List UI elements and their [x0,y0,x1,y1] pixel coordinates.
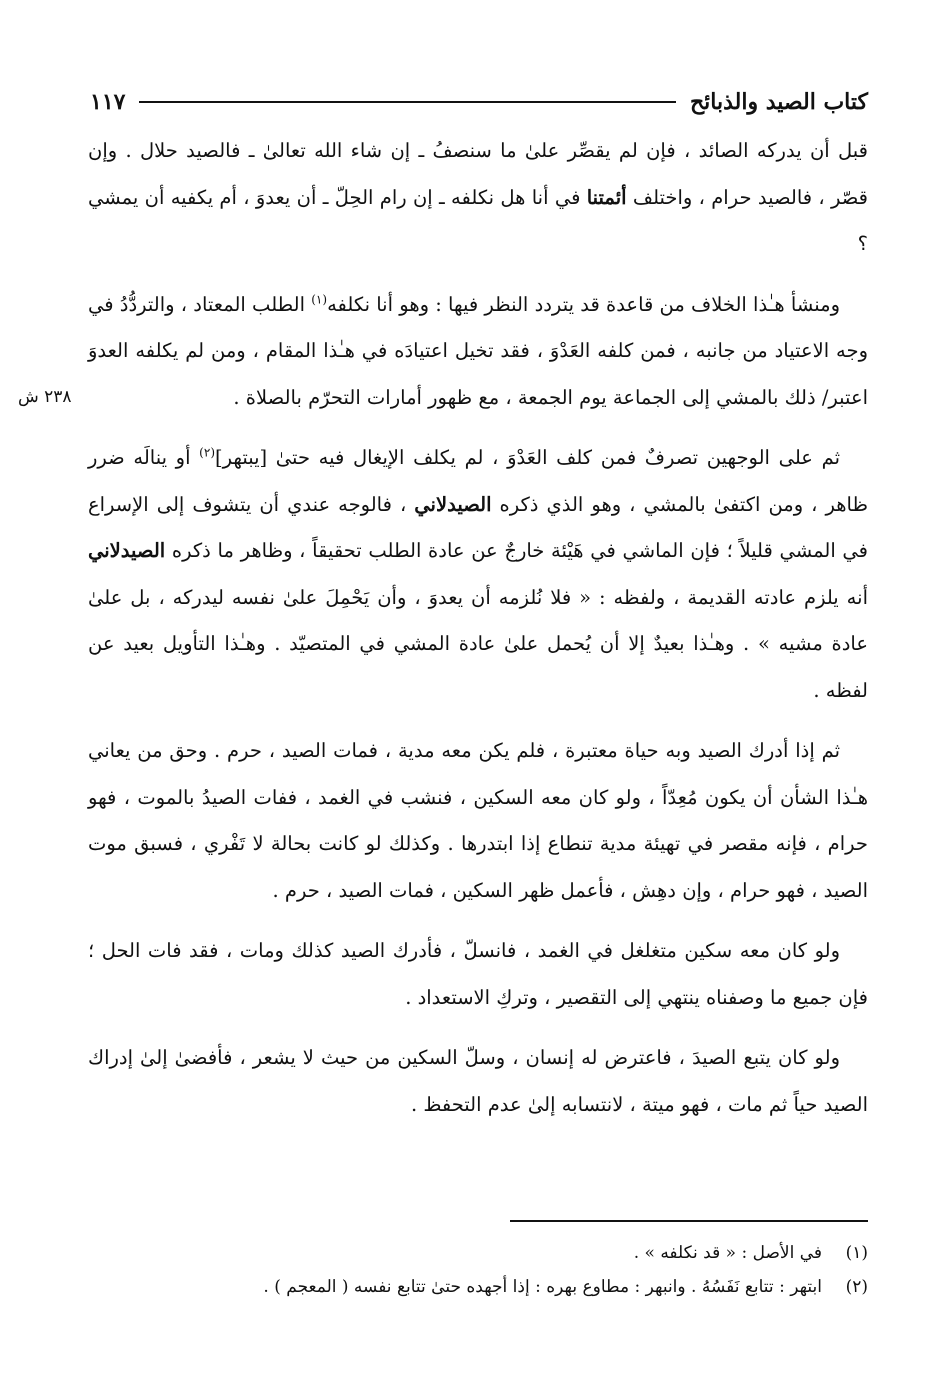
text-run: في أنا هل نكلفه ـ إن رام الحِلّ ـ أن يعدوَ ، أم يكفيه أن يمشي ؟ [88,185,868,255]
footnote-number: (٢) [845,1277,868,1297]
header-rule [139,101,675,103]
text-run: قبل أن يدركه الصائد ، فإن لم يقصِّر علىٰ ما سنصفُ ـ إن شاء الله تعالىٰ ـ فالصيد حلال . وإن قصّر ، فالصيد حرام ، واختلف [88,139,868,209]
text-run: ، فالوجه عندي أن يتشوف إلى الإسراع في المشي قليلاً ؛ فإن الماشي في هَيْئة خارجٌ عن عادة الطلب تحقيقاً ، وظاهر ما ذكره [88,492,868,562]
text-run: أنه يلزم عادته القديمة ، ولفظه : « فلا نُلزمه أن يعدوَ ، وأن يَحْمِلَ علىٰ نفسه ليدركه ، بل علىٰ عادة مشيه » . وهـٰذا بعيدٌ إلا أن يُحمل علىٰ عادة المشي في المتصيّد . وهـٰذا التأويل بعيد عن لفظه . [88,585,868,702]
paragraph-2 [88,282,868,422]
footnote-text: في الأصل : « قد نكلفه » . [633,1243,822,1263]
text-run: ثم على الوجهين تصرفٌ فمن كلف العَدْوَ ، لم يكلف الإيغال فيه حتىٰ [يبتهر] [215,446,840,469]
paragraph-6 [88,1035,868,1128]
footnote-1 [88,1236,868,1270]
text-run: ولو كان يتبع الصيدَ ، فاعترض له إنسان ، وسلّ السكين من حيث لا يشعر ، فأفضىٰ إلىٰ إدراك الصيد حياً ثم مات ، فهو ميتة ، لانتسابه إلىٰ عدم التحفظ . [88,1046,868,1116]
margin-note: ٢٣٨ ش [18,387,72,407]
page-number: ١١٧ [90,89,126,115]
paragraph-1 [88,128,868,268]
footnote-text: ابتهر : تتابع نَفَسُهُ . وانبهر : مطاوع بهره : إذا أجهده حتىٰ تتابع نفسه ( المعجم ) . [263,1277,822,1297]
running-header [90,86,868,118]
text-run: الطلب المعتاد ، والتردُّدُ في وجه الاعتياد من جانبه ، فمن كلفه العَدْوَ ، فقد تخيل اعتيادَه في هـٰذا المقام ، ومن لم يكلفه العدوَ اعتبر/ ذلك بالمشي إلى الجماعة يوم الجمعة ، مع ظهور أمارات التحرّم بالصلاة . [88,292,868,409]
text-run: ومنشأ هـٰذا الخلاف من قاعدة قد يتردد النظر فيها : وهو أنا نكلفه [327,292,840,316]
paragraph-4 [88,728,868,914]
paragraph-3 [88,435,868,714]
text-run: أو ينالَه ضرر ظاهر ، ومن اكتفىٰ بالمشي ، وهو الذي ذكره [88,446,869,516]
paragraph-5 [88,928,868,1021]
bold-term: الصيدلاني [414,492,492,516]
footnote-separator [510,1220,868,1222]
footnote-number: (١) [845,1243,868,1263]
text-run: ثم إذا أدرك الصيد وبه حياة معتبرة ، فلم يكن معه مدية ، فمات الصيد ، حرم . وحق من يعاني هـٰذا الشأن أن يكون مُعِدّاً ، ولو كان معه السكين ، فنشب في الغمد ، ففات الصيدُ بالموت ، فهو حرام ، فإنه مقصر في تهيئة مدية تنطاع إذا ابتدرها . وكذلك لو كانت بحالة لا تَفْري ، فسبق موت الصيد ، فهو حرام ، وإن دهِش ، فأعمل ظهر السكين ، فمات الصيد ، حرم . [88,739,868,902]
book-title: كتاب الصيد والذبائح [689,89,868,115]
footnote-2 [88,1270,868,1304]
footnote-ref: (١) [311,292,328,306]
text-run: ولو كان معه سكين متغلغل في الغمد ، فانسلّ ، فأدرك الصيد كذلك ومات ، فقد فات الحل ؛ فإن جميع ما وصفناه ينتهي إلى التقصير ، وتركِ الاستعداد . [88,939,868,1009]
footnote-ref: (٢) [199,445,215,460]
main-text [88,128,868,1142]
bold-term: الصيدلاني [88,539,166,562]
footnotes [88,1236,868,1304]
bold-term: أئمتنا [586,185,627,209]
